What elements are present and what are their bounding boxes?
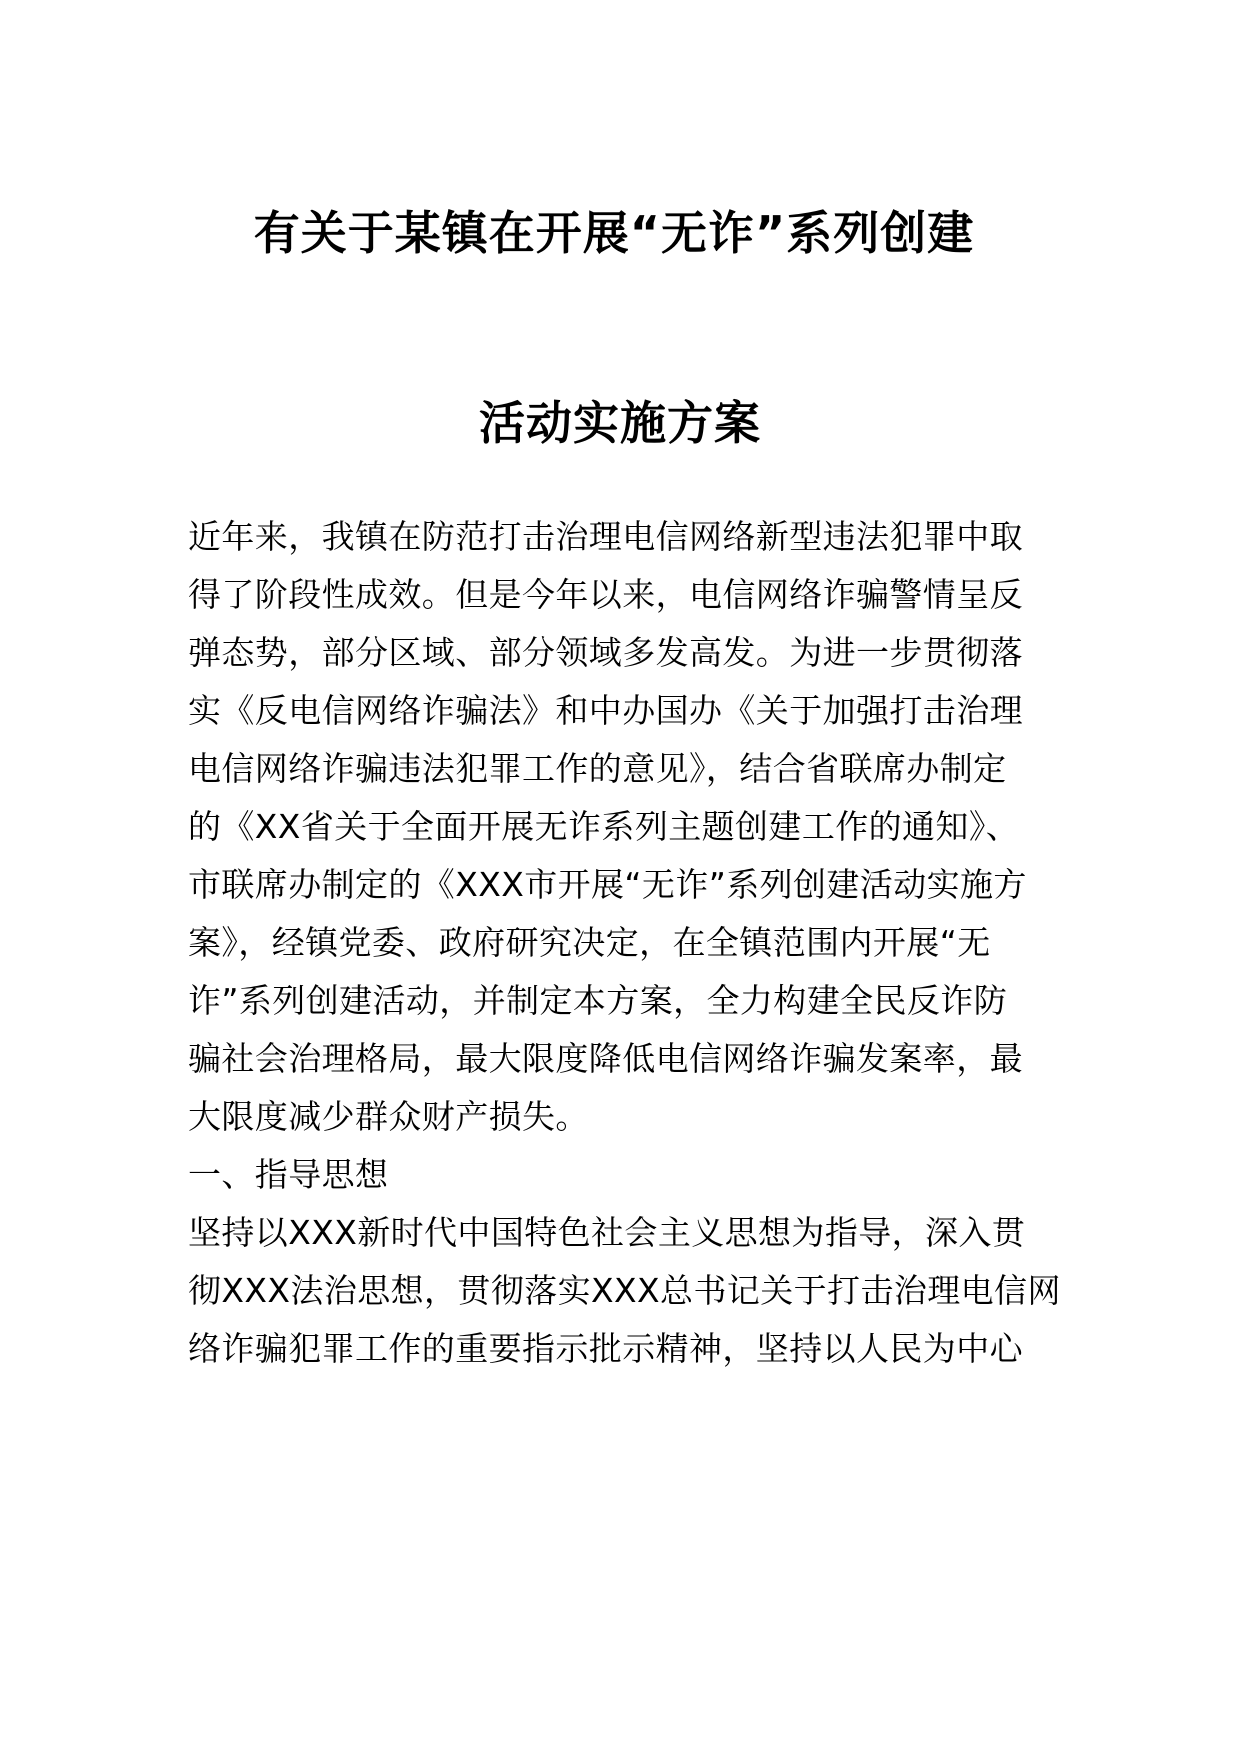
body-line-9: 诈”系列创建活动，并制定本方案，全力构建全民反诈防: [188, 981, 1008, 1020]
body-line-14: 彻XXX法治思想，贯彻落实XXX总书记关于打击治理电信网: [188, 1271, 1061, 1310]
body-line-10: 骗社会治理格局，最大限度降低电信网络诈骗发案率，最: [188, 1039, 1023, 1078]
body-line-7: 市联席办制定的《XXX市开展“无诈”系列创建活动实施方: [188, 865, 1027, 904]
body-line-3: 弹态势，部分区域、部分领域多发高发。为进一步贯彻落: [188, 633, 1023, 672]
document-title-line-2: 活动实施方案: [479, 396, 761, 450]
document-title-line-1: 有关于某镇在开展“无诈”系列创建: [253, 206, 975, 260]
body-line-4: 实《反电信网络诈骗法》和中办国办《关于加强打击治理: [188, 691, 1023, 730]
section-heading-guiding-ideology: 一、指导思想: [188, 1155, 389, 1194]
body-line-2: 得了阶段性成效。但是今年以来，电信网络诈骗警情呈反: [188, 575, 1023, 614]
body-line-11: 大限度减少群众财产损失。: [188, 1097, 589, 1136]
body-line-15: 络诈骗犯罪工作的重要指示批示精神，坚持以人民为中心: [188, 1329, 1023, 1368]
body-line-5: 电信网络诈骗违法犯罪工作的意见》，结合省联席办制定: [188, 749, 1007, 788]
body-line-1: 近年来，我镇在防范打击治理电信网络新型违法犯罪中取: [188, 517, 1023, 556]
body-line-6: 的《XX省关于全面开展无诈系列主题创建工作的通知》、: [188, 807, 1020, 846]
body-line-13: 坚持以XXX新时代中国特色社会主义思想为指导，深入贯: [188, 1213, 1026, 1252]
body-line-8: 案》，经镇党委、政府研究决定，在全镇范围内开展“无: [188, 923, 991, 962]
